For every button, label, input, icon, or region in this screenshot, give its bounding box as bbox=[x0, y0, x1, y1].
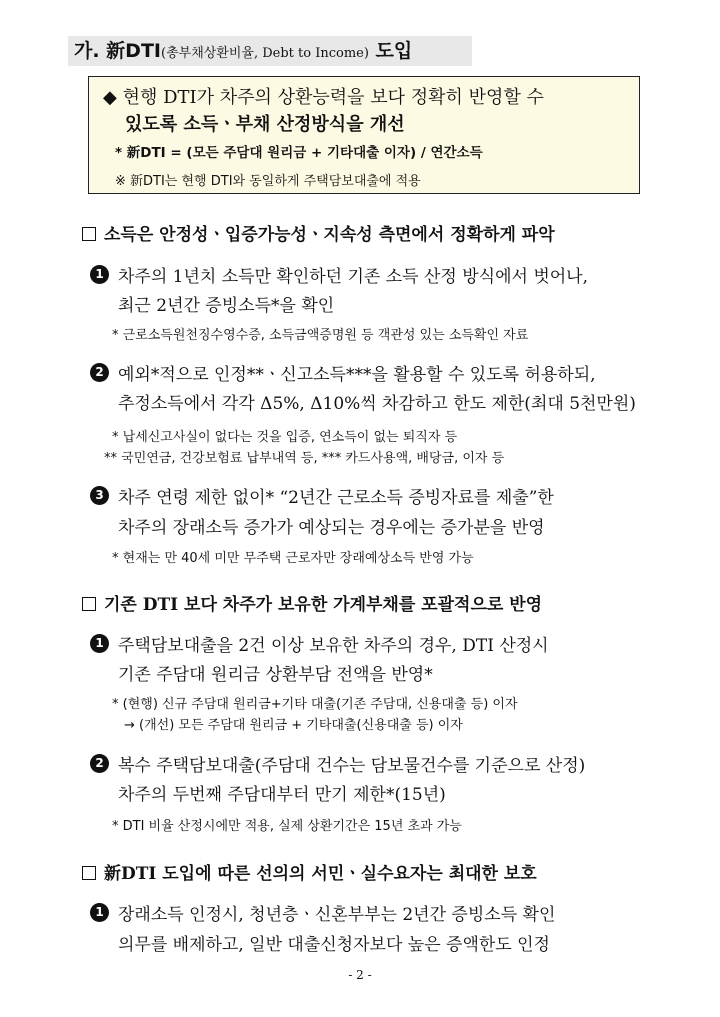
summary-formula: * 新DTI = (모든 주담대 원리금 + 기타대출 이자) / 연간소득 bbox=[115, 145, 483, 161]
number-badge: 1 bbox=[90, 903, 109, 922]
item-1-3-note: * 현재는 만 40세 미만 무주택 근로자만 장래예상소득 반영 가능 bbox=[112, 551, 474, 566]
number-badge: 3 bbox=[90, 486, 109, 505]
summary-box bbox=[88, 76, 640, 194]
item-1-1-line1: 차주의 1년치 소득만 확인하던 기존 소득 산정 방식에서 벗어나, bbox=[118, 267, 588, 287]
item-2-1-note-1: * (현행) 신규 주담대 원리금+기타 대출(기존 주담대, 신용대출 등) 이자 bbox=[112, 697, 518, 712]
item-2-2-line2: 차주의 두번째 주담대부터 만기 제한*(15년) bbox=[118, 785, 446, 805]
item-2-2 bbox=[90, 752, 109, 773]
summary-remark: ※ 新DTI는 현행 DTI와 동일하게 주택담보대출에 적용 bbox=[115, 174, 421, 189]
number-badge: 2 bbox=[90, 363, 109, 382]
item-1-2-line2: 추정소득에서 각각 Δ5%, Δ10%씩 차감하고 한도 제한(최대 5천만원) bbox=[118, 394, 636, 414]
item-1-2 bbox=[90, 361, 109, 382]
summary-line-2: 있도록 소득ㆍ부채 산정방식을 개선 bbox=[125, 114, 405, 135]
number-badge: 1 bbox=[90, 634, 109, 653]
section-heading bbox=[68, 36, 472, 66]
section-1-title: 소득은 안정성ㆍ입증가능성ㆍ지속성 측면에서 정확하게 파악 bbox=[82, 220, 555, 245]
item-3-1-line2: 의무를 배제하고, 일반 대출신청자보다 높은 증액한도 인정 bbox=[118, 935, 550, 955]
item-1-1 bbox=[90, 263, 109, 284]
item-1-3-line2: 차주의 장래소득 증가가 예상되는 경우에는 증가분을 반영 bbox=[118, 518, 545, 538]
item-2-1-line2: 기존 주담대 원리금 상환부담 전액을 반영* bbox=[118, 665, 433, 685]
item-1-2-note-2: ** 국민연금, 건강보험료 납부내역 등, *** 카드사용액, 배당금, 이자 등 bbox=[104, 451, 505, 466]
checkbox-icon bbox=[82, 597, 96, 611]
item-1-3 bbox=[90, 484, 109, 505]
item-3-1-line1: 장래소득 인정시, 청년층ㆍ신혼부부는 2년간 증빙소득 확인 bbox=[118, 905, 556, 925]
item-1-2-note-1: * 납세신고사실이 없다는 것을 입증, 연소득이 없는 퇴직자 등 bbox=[112, 430, 458, 445]
number-badge: 2 bbox=[90, 754, 109, 773]
heading-suffix: 도입 bbox=[368, 40, 413, 62]
item-2-1 bbox=[90, 632, 109, 653]
item-2-2-line1: 복수 주택담보대출(주담대 건수는 담보물건수를 기준으로 산정) bbox=[118, 756, 586, 776]
page-number: - 2 - bbox=[348, 968, 372, 982]
item-2-1-note-2: → (개선) 모든 주담대 원리금 + 기타대출(신용대출 등) 이자 bbox=[124, 718, 463, 733]
item-1-1-line2: 최근 2년간 증빙소득*을 확인 bbox=[118, 296, 335, 316]
section-2-title: 기존 DTI 보다 차주가 보유한 가계부채를 포괄적으로 반영 bbox=[82, 590, 542, 615]
item-2-2-note: * DTI 비율 산정시에만 적용, 실제 상환기간은 15년 초과 가능 bbox=[112, 819, 462, 834]
item-1-2-line1: 예외*적으로 인정**ㆍ신고소득***을 활용할 수 있도록 허용하되, bbox=[118, 365, 596, 385]
number-badge: 1 bbox=[90, 265, 109, 284]
diamond-icon: ◆ bbox=[103, 87, 117, 108]
item-1-3-line1: 차주 연령 제한 없이* “2년간 근로소득 증빙자료를 제출”한 bbox=[118, 488, 554, 508]
heading-prefix: 가. 新DTI bbox=[74, 40, 161, 62]
item-3-1 bbox=[90, 901, 109, 922]
checkbox-icon bbox=[82, 866, 96, 880]
item-1-1-note: * 근로소득원천징수영수증, 소득금액증명원 등 객관성 있는 소득확인 자료 bbox=[112, 328, 529, 343]
summary-line-1: ◆ 현행 DTI가 차주의 상환능력을 보다 정확히 반영할 수 bbox=[103, 87, 544, 108]
section-3-title: 新DTI 도입에 따른 선의의 서민ㆍ실수요자는 최대한 보호 bbox=[82, 859, 537, 884]
item-2-1-line1: 주택담보대출을 2건 이상 보유한 차주의 경우, DTI 산정시 bbox=[118, 636, 549, 656]
heading-subtitle: (총부채상환비율, Debt to Income) bbox=[161, 46, 369, 61]
checkbox-icon bbox=[82, 227, 96, 241]
